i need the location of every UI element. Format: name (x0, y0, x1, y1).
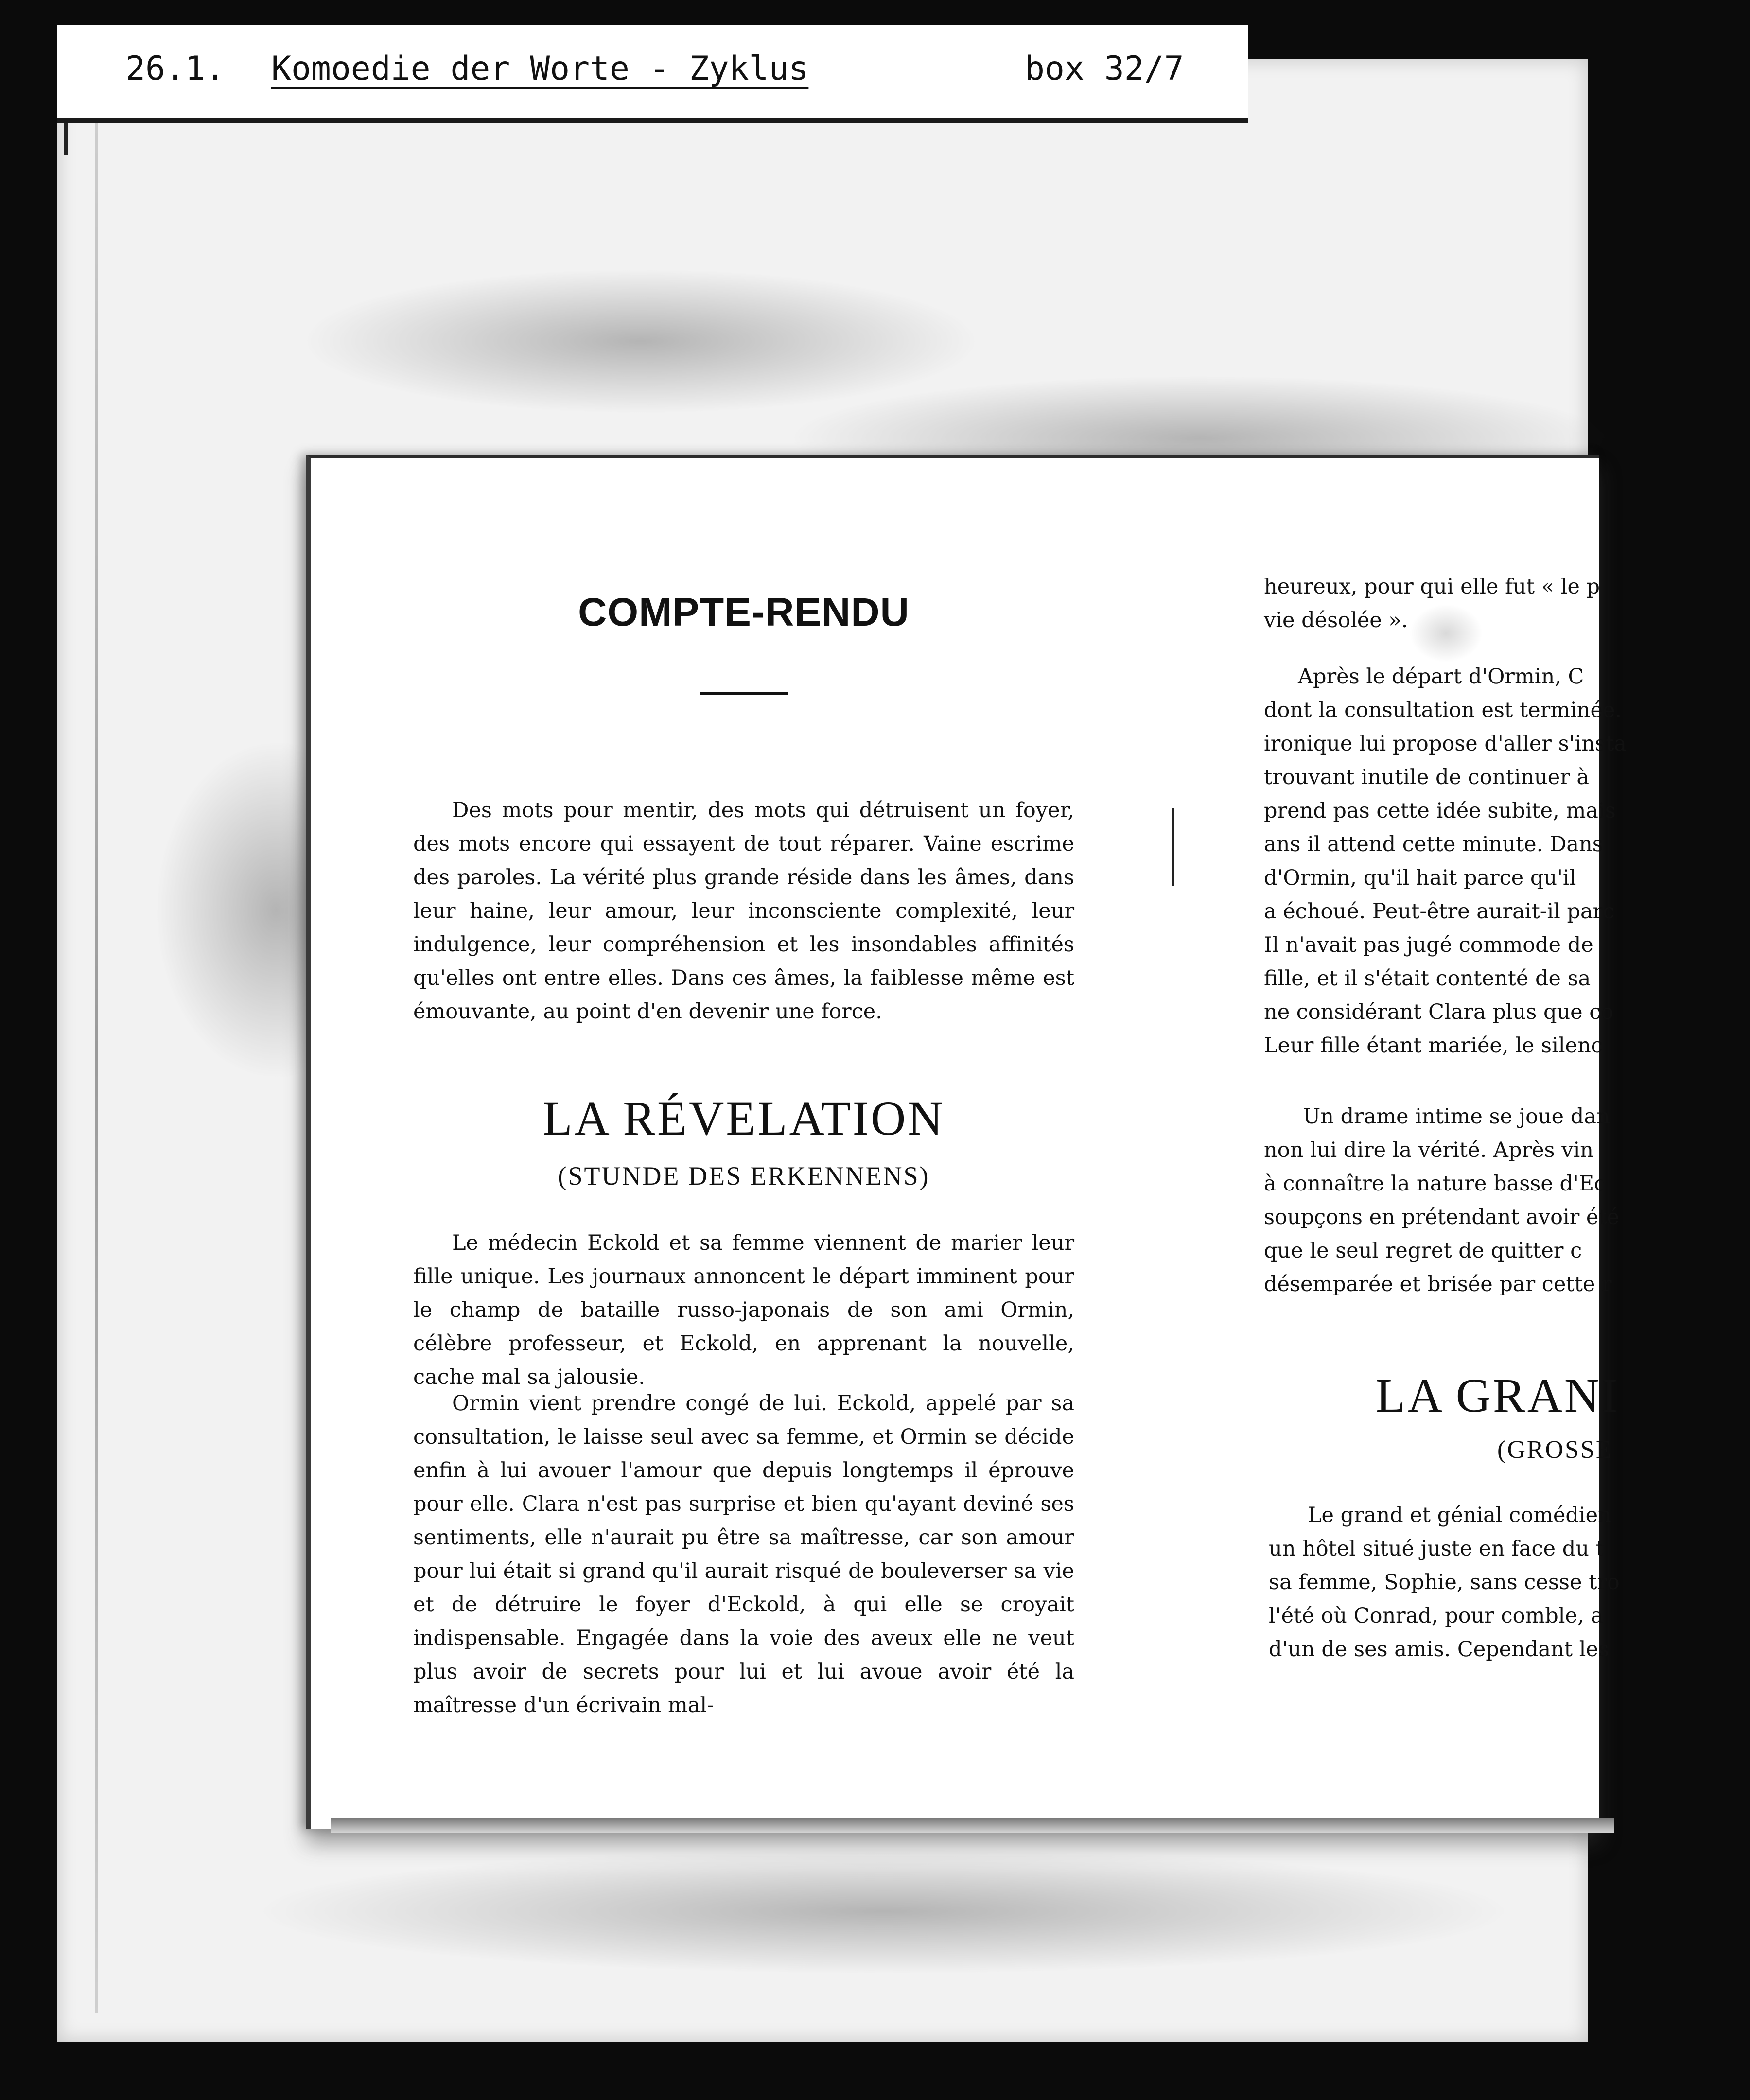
text-line: un hôtel situé juste en face du t (1269, 1537, 1604, 1561)
header-number: 26.1. (125, 50, 225, 88)
text-line: sa femme, Sophie, sans cesse tro (1269, 1570, 1620, 1594)
section-subtitle: (STUNDE DES ERKENNENS) (558, 1161, 930, 1190)
text-line: trouvant inutile de continuer à (1264, 765, 1590, 789)
text-line: prend pas cette idée subite, mais (1264, 799, 1616, 823)
text-line: Un drame intime se joue dan (1303, 1104, 1610, 1129)
text-line: Leur fille étant mariée, le silenc (1264, 1033, 1603, 1058)
text-line: ironique lui propose d'aller s'insta (1264, 732, 1627, 756)
right-column (1264, 458, 1750, 1829)
text-line: Il n'avait pas jugé commode de (1264, 933, 1593, 957)
section-title: LA GRANI (1376, 1368, 1620, 1422)
text-line: Le grand et génial comédien (1308, 1503, 1611, 1527)
section-paragraph: Ormin vient prendre congé de lui. Eckold, appelé par sa consultation, le laisse seul avec sa femme, et Ormin se décide enfin à lui avouer l'amour que depuis longtemps il éprouve pour elle. Clara n'est pas surprise et bien qu'ayant deviné ses sentiments, elle n'aurait pu être sa maîtresse, car son amour pour lui était si grand qu'il aurait risqué de bouleverser sa vie et de détruire le foyer d'Eckold, à qui elle se croyait indispensable. Engagée dans la voie des aveux elle ne veut plus avoir de secrets pour lui et lui avoue avoir été la maîtresse d'un écrivain mal- (413, 1391, 1074, 1717)
text-line: vie désolée ». (1264, 608, 1408, 632)
text-line: ne considérant Clara plus que co (1264, 1000, 1614, 1024)
text-line: d'un de ses amis. Cependant les (1269, 1637, 1609, 1662)
text-line: l'été où Conrad, pour comble, a (1269, 1604, 1603, 1628)
smudge (252, 1848, 1516, 1975)
document-edge (331, 1818, 1614, 1833)
header-title: Komoedie der Worte - Zyklus (271, 50, 809, 88)
text-line: dont la consultation est terminée. (1264, 698, 1622, 722)
left-column (413, 458, 1074, 1829)
archive-header (57, 25, 1248, 123)
text-line: que le seul regret de quitter c (1264, 1239, 1582, 1263)
margin-mark (1172, 808, 1174, 886)
title-rule (700, 692, 788, 695)
text-line: d'Ormin, qu'il hait parce qu'il (1264, 866, 1576, 890)
section-paragraph: Le médecin Eckold et sa femme viennent de marier leur fille unique. Les journaux annoncent le départ imminent pour le champ de bataille russo-japonais de son ami Ormin, célèbre professeur, et Eckold, en apprenant la nouvelle, cache mal sa jalousie. (413, 1231, 1074, 1389)
text-line: désemparée et brisée par cette r (1264, 1272, 1612, 1296)
text-line: ans il attend cette minute. Dans (1264, 832, 1603, 857)
header-box: box 32/7 (1025, 50, 1184, 88)
text-line: fille, et il s'était contenté de sa (1264, 966, 1591, 991)
text-line: Après le départ d'Ormin, C (1298, 665, 1584, 689)
card-left-rule (95, 88, 98, 2013)
text-line: non lui dire la vérité. Après vin (1264, 1138, 1593, 1162)
compte-rendu-document (306, 455, 1627, 1829)
section-title: LA RÉVELATION (542, 1091, 945, 1145)
text-line: heureux, pour qui elle fut « le p (1264, 575, 1600, 599)
intro-paragraph: Des mots pour mentir, des mots qui détruisent un foyer, des mots encore qui essayent de tout réparer. Vaine escrime des paroles. La vérité plus grande réside dans les âmes, dans leur haine, leur amour, leur inconsciente complexité, leur indulgence, leur compréhension et les insondables affinités qu'elles ont entre elles. Dans ces âmes, la faiblesse même est émouvante, au point d'en devenir une force. (413, 798, 1074, 1024)
text-line: soupçons en prétendant avoir été (1264, 1205, 1620, 1229)
text-line: à connaître la nature basse d'Ec (1264, 1172, 1606, 1196)
text-line: a échoué. Peut-être aurait-il parc (1264, 899, 1615, 924)
section-subtitle: (GROSSE (1497, 1436, 1613, 1464)
document-title: COMPTE-RENDU (578, 590, 910, 634)
smudge (300, 268, 981, 414)
